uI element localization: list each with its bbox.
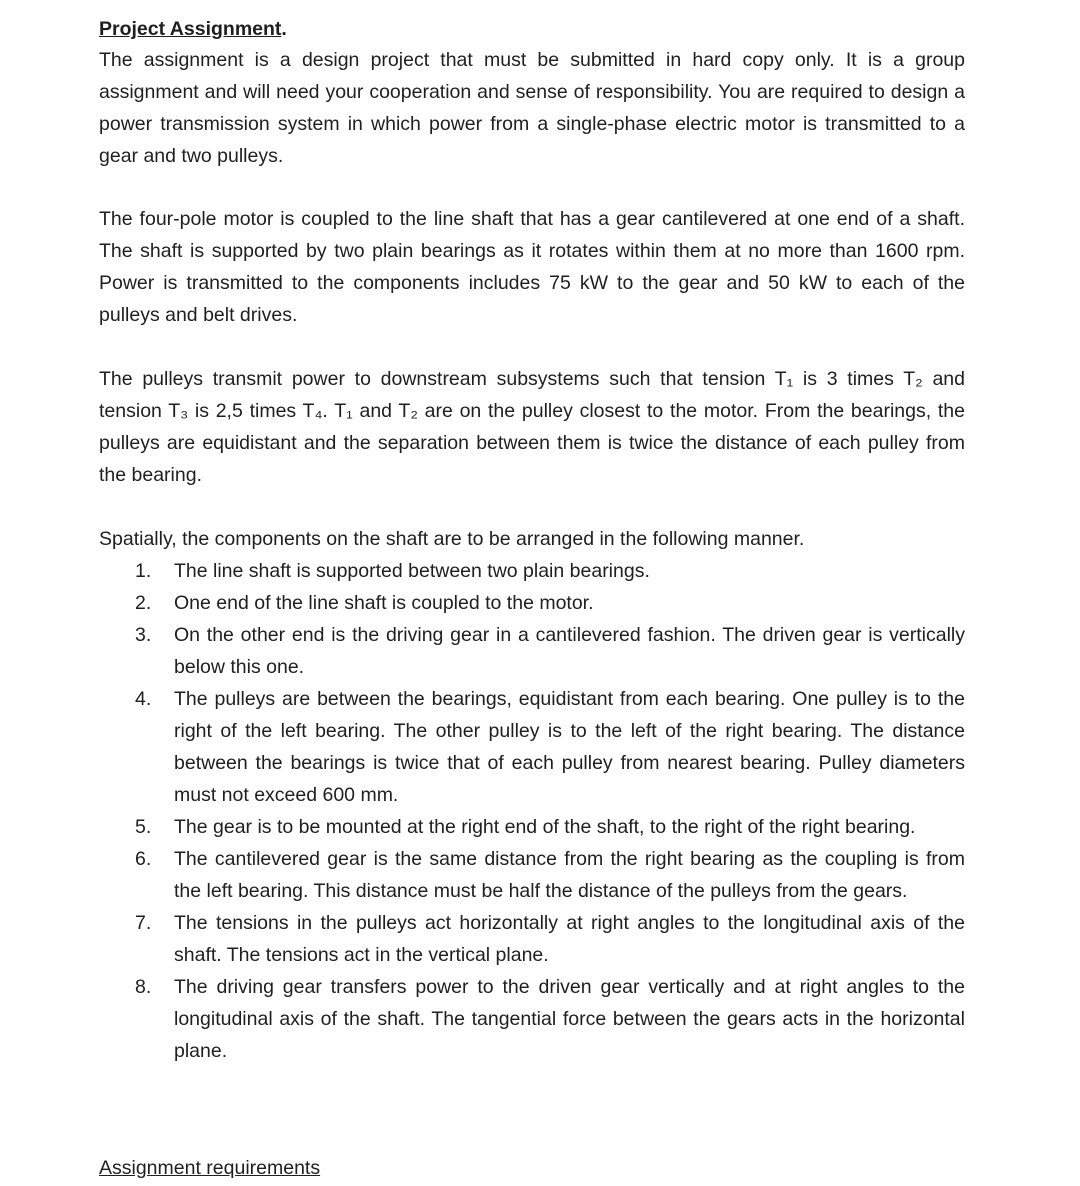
list-item (99, 843, 965, 907)
list-text: One end of the line shaft is coupled to the motor. (174, 592, 594, 614)
requirements-heading: Assignment requirements (99, 1157, 321, 1179)
list-item (99, 587, 965, 619)
list-number: 8. (135, 976, 152, 998)
list-item (99, 619, 965, 683)
list-text: The pulleys are between the bearings, equidistant from each bearing. One pulley is to the right of the left bearing. The other pulley is to the left of the right bearing. The distance between the bearings is twice that of each pulley from nearest bearing. Pulley diameters must not exceed 600 mm. (174, 688, 965, 806)
list-item (99, 811, 965, 843)
list-number: 6. (135, 848, 152, 870)
list-item (99, 683, 965, 811)
list-number: 4. (135, 688, 152, 710)
pulley-paragraph: The pulleys transmit power to downstream subsystems such that tension T₁ is 3 times T₂ and tension T₃ is 2,5 times T₄. T₁ and T₂ are on the pulley closest to the motor. From the bearings, the pulleys are equidistant and the separation between them is twice the distance of each pulley from the bearing. (99, 368, 965, 486)
list-number: 2. (135, 592, 152, 614)
arrangement-paragraph: Spatially, the components on the shaft are to be arranged in the following manner. (99, 528, 805, 550)
list-item (99, 907, 965, 971)
page-title (99, 14, 965, 44)
intro-paragraph: The assignment is a design project that must be submitted in hard copy only. It is a group assignment and will need your cooperation and sense of responsibility. You are required to design a power transmission system in which power from a single-phase electric motor is transmitted to a gear and two pulleys. (99, 49, 965, 167)
list-number: 7. (135, 912, 152, 934)
list-number: 5. (135, 816, 152, 838)
list-item (99, 555, 965, 587)
motor-paragraph: The four-pole motor is coupled to the line shaft that has a gear cantilevered at one end of a shaft. The shaft is supported by two plain bearings as it rotates within them at no more than 1600 rpm. Power is transmitted to the components includes 75 kW to the gear and 50 kW to each of the pulleys and belt drives. (99, 208, 965, 326)
list-number: 1. (135, 560, 152, 582)
document-page (99, 14, 965, 1067)
list-text: On the other end is the driving gear in a cantilevered fashion. The driven gear is vertically below this one. (174, 624, 965, 678)
list-text: The line shaft is supported between two plain bearings. (174, 560, 650, 582)
arrangement-list (99, 555, 965, 1067)
list-number: 3. (135, 624, 152, 646)
title-period: . (281, 18, 287, 40)
title-text: Project Assignment (99, 18, 282, 40)
list-text: The tensions in the pulleys act horizontally at right angles to the longitudinal axis of the shaft. The tensions act in the vertical plane. (174, 912, 965, 966)
list-text: The cantilevered gear is the same distance from the right bearing as the coupling is from the left bearing. This distance must be half the distance of the pulleys from the gears. (174, 848, 965, 902)
list-text: The driving gear transfers power to the driven gear vertically and at right angles to the longitudinal axis of the shaft. The tangential force between the gears acts in the horizontal plane. (174, 976, 965, 1062)
list-text: The gear is to be mounted at the right end of the shaft, to the right of the right bearing. (174, 816, 916, 838)
list-item (99, 971, 965, 1067)
